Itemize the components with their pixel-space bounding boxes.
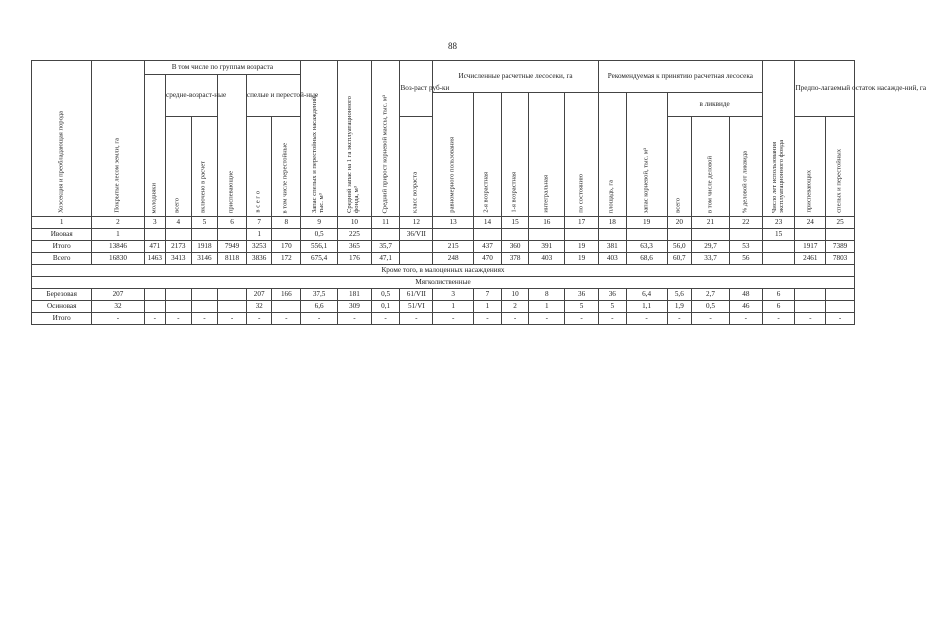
table-cell: - bbox=[272, 313, 301, 325]
header-ripe-overmature-part: в том числе перестойные bbox=[272, 117, 301, 217]
table-cell: 207 bbox=[92, 289, 144, 301]
table-cell: 470 bbox=[474, 253, 502, 265]
section-title: Кроме того, в малоценных насаждениях bbox=[32, 265, 855, 277]
table-cell bbox=[144, 229, 165, 241]
table-cell bbox=[667, 229, 692, 241]
table-cell bbox=[692, 229, 730, 241]
table-cell: 181 bbox=[338, 289, 372, 301]
table-cell: - bbox=[144, 313, 165, 325]
table-cell: 16830 bbox=[92, 253, 144, 265]
table-cell: Березовая bbox=[32, 289, 92, 301]
column-number: 6 bbox=[218, 217, 247, 229]
table-cell: 3253 bbox=[246, 241, 272, 253]
header-avg-growth: Средний прирост корневой массы, тыс. м³ bbox=[371, 61, 400, 217]
table-cell bbox=[272, 229, 301, 241]
table-cell: 2173 bbox=[166, 241, 192, 253]
forest-table bbox=[31, 60, 926, 325]
table-row bbox=[32, 241, 855, 253]
column-number: 5 bbox=[191, 217, 218, 229]
column-number: 7 bbox=[246, 217, 272, 229]
header-root-stock: запас корневой, тыс. м³ bbox=[626, 93, 667, 217]
table-cell: 675,4 bbox=[301, 253, 338, 265]
table-cell: 365 bbox=[338, 241, 372, 253]
table-cell: - bbox=[166, 313, 192, 325]
column-number: 25 bbox=[826, 217, 855, 229]
table-cell: Итого bbox=[32, 313, 92, 325]
header-maturing: приспевающие bbox=[218, 75, 247, 217]
table-cell: 207 bbox=[246, 289, 272, 301]
table-cell: 437 bbox=[474, 241, 502, 253]
column-number: 19 bbox=[626, 217, 667, 229]
table-cell: - bbox=[598, 313, 626, 325]
header-liquid-business: в том числе деловой bbox=[692, 117, 730, 217]
table-cell: 225 bbox=[338, 229, 372, 241]
table-cell bbox=[166, 301, 192, 313]
column-number: 3 bbox=[144, 217, 165, 229]
header-young: молодняки bbox=[144, 75, 165, 217]
column-number: 20 bbox=[667, 217, 692, 229]
table-cell bbox=[474, 229, 502, 241]
table-cell: - bbox=[191, 313, 218, 325]
table-cell bbox=[191, 289, 218, 301]
table-cell bbox=[826, 229, 855, 241]
table-row bbox=[32, 313, 855, 325]
header-forest-area: Покрытые лесом земли, га bbox=[92, 61, 144, 217]
page-number: 88 bbox=[448, 41, 457, 51]
column-number: 17 bbox=[565, 217, 599, 229]
table-cell: 1 bbox=[474, 301, 502, 313]
table-cell: 1917 bbox=[795, 241, 826, 253]
table-cell: 1 bbox=[529, 301, 565, 313]
table-cell bbox=[191, 229, 218, 241]
table-cell bbox=[826, 301, 855, 313]
column-number: 21 bbox=[692, 217, 730, 229]
table-cell: - bbox=[371, 313, 400, 325]
column-numbers bbox=[32, 217, 855, 229]
table-cell: 1 bbox=[92, 229, 144, 241]
table-cell bbox=[218, 301, 247, 313]
table-cell bbox=[762, 253, 795, 265]
table-cell bbox=[272, 301, 301, 313]
table-cell: 35,7 bbox=[371, 241, 400, 253]
table-cell bbox=[565, 229, 599, 241]
table-cell: - bbox=[474, 313, 502, 325]
header-remain-ripe: спелых и перестойных bbox=[826, 117, 855, 217]
table-cell: 3836 bbox=[246, 253, 272, 265]
table-cell bbox=[400, 253, 433, 265]
column-number: 13 bbox=[433, 217, 474, 229]
table-cell: 6,6 bbox=[301, 301, 338, 313]
section-subtitle: Мягколиственные bbox=[32, 277, 855, 289]
table-cell: - bbox=[301, 313, 338, 325]
header-business-percent: % деловой от ликвида bbox=[729, 117, 762, 217]
table-cell bbox=[166, 289, 192, 301]
table-cell bbox=[795, 229, 826, 241]
column-number-row bbox=[32, 217, 855, 229]
header-integral: интегральная bbox=[529, 93, 565, 217]
table-cell: - bbox=[667, 313, 692, 325]
table-cell bbox=[795, 289, 826, 301]
table-cell: 61/VII bbox=[400, 289, 433, 301]
table-cell: 53 bbox=[729, 241, 762, 253]
table-cell: 5 bbox=[565, 301, 599, 313]
column-number: 2 bbox=[92, 217, 144, 229]
header-calculated-cuts: Исчисленные расчетные лесосеки, га bbox=[433, 61, 599, 93]
header-first-age: 1-я возрастная bbox=[501, 93, 529, 217]
table-cell: 63,3 bbox=[626, 241, 667, 253]
table-cell: 170 bbox=[272, 241, 301, 253]
table-row bbox=[32, 301, 855, 313]
header-second-age: 2-я возрастная bbox=[474, 93, 502, 217]
table-cell: 172 bbox=[272, 253, 301, 265]
table-cell: 7 bbox=[474, 289, 502, 301]
table-cell bbox=[218, 229, 247, 241]
table-cell: 0,5 bbox=[371, 289, 400, 301]
table-cell: 3413 bbox=[166, 253, 192, 265]
header-rec-area: площадь, га bbox=[598, 93, 626, 217]
column-number: 23 bbox=[762, 217, 795, 229]
header-ripe-stock: Запас спелых и перестойных насаждений, тыс. м³ bbox=[301, 61, 338, 217]
table-cell: - bbox=[529, 313, 565, 325]
table-cell bbox=[729, 229, 762, 241]
table-cell: 51/VI bbox=[400, 301, 433, 313]
column-number: 14 bbox=[474, 217, 502, 229]
table-cell: 8118 bbox=[218, 253, 247, 265]
table-cell bbox=[400, 241, 433, 253]
table-cell: - bbox=[501, 313, 529, 325]
table-cell: 6 bbox=[762, 301, 795, 313]
table-cell bbox=[501, 229, 529, 241]
table-cell: 68,6 bbox=[626, 253, 667, 265]
table-cell: - bbox=[400, 313, 433, 325]
header-mid-included: включено в расчет bbox=[191, 117, 218, 217]
table-cell: 37,5 bbox=[301, 289, 338, 301]
table-cell: 1,1 bbox=[626, 301, 667, 313]
column-number: 9 bbox=[301, 217, 338, 229]
table-cell: 403 bbox=[598, 253, 626, 265]
header-even-use: равномерного пользования bbox=[433, 93, 474, 217]
table-cell bbox=[144, 301, 165, 313]
table-cell bbox=[795, 301, 826, 313]
table-cell: 48 bbox=[729, 289, 762, 301]
table-cell: - bbox=[92, 313, 144, 325]
table-cell: 33,7 bbox=[692, 253, 730, 265]
table-cell: 47,1 bbox=[371, 253, 400, 265]
table-cell: 1,9 bbox=[667, 301, 692, 313]
table-row bbox=[32, 253, 855, 265]
column-number: 11 bbox=[371, 217, 400, 229]
section-header bbox=[32, 265, 855, 289]
table-cell: 32 bbox=[246, 301, 272, 313]
table-row bbox=[32, 289, 855, 301]
table-cell: - bbox=[826, 313, 855, 325]
table-cell: 176 bbox=[338, 253, 372, 265]
table-cell: - bbox=[692, 313, 730, 325]
table-cell: - bbox=[795, 313, 826, 325]
column-number: 8 bbox=[272, 217, 301, 229]
column-number: 18 bbox=[598, 217, 626, 229]
table-cell: Всего bbox=[32, 253, 92, 265]
header-mid-total: всего bbox=[166, 117, 192, 217]
table-cell: 56,0 bbox=[667, 241, 692, 253]
table-cell: 36 bbox=[598, 289, 626, 301]
table-cell bbox=[218, 289, 247, 301]
table-cell: 1 bbox=[433, 301, 474, 313]
column-number: 10 bbox=[338, 217, 372, 229]
table-cell: 0,5 bbox=[692, 301, 730, 313]
table-body-main bbox=[32, 229, 855, 265]
table-cell: 36/VII bbox=[400, 229, 433, 241]
table-cell: 2 bbox=[501, 301, 529, 313]
table-cell bbox=[826, 289, 855, 301]
table-cell: - bbox=[729, 313, 762, 325]
table-cell: 215 bbox=[433, 241, 474, 253]
header-liquid: в ликвиде bbox=[667, 93, 762, 117]
table-cell: Осиновая bbox=[32, 301, 92, 313]
column-number: 16 bbox=[529, 217, 565, 229]
column-number: 15 bbox=[501, 217, 529, 229]
table-cell: - bbox=[626, 313, 667, 325]
header-age-class: класс возраста bbox=[400, 117, 433, 217]
table-cell: 381 bbox=[598, 241, 626, 253]
table-cell: 6,4 bbox=[626, 289, 667, 301]
column-number: 12 bbox=[400, 217, 433, 229]
table-cell: - bbox=[433, 313, 474, 325]
table-cell: 378 bbox=[501, 253, 529, 265]
table-cell: 1918 bbox=[191, 241, 218, 253]
table-cell: 309 bbox=[338, 301, 372, 313]
table-cell bbox=[166, 229, 192, 241]
table-cell: 1 bbox=[246, 229, 272, 241]
table-cell: 19 bbox=[565, 241, 599, 253]
table-cell: 7949 bbox=[218, 241, 247, 253]
table-cell bbox=[433, 229, 474, 241]
header-years-use: Число лет использования эксплуатационного фонда bbox=[762, 61, 795, 217]
table-cell: 556,1 bbox=[301, 241, 338, 253]
table-cell: 248 bbox=[433, 253, 474, 265]
header-species: Хозсекция и преобладающая порода bbox=[32, 61, 92, 217]
table-cell: 471 bbox=[144, 241, 165, 253]
header-ripe-overmature: спелые и перестой-ные bbox=[246, 75, 300, 117]
header-age-groups: В том числе по группам возраста bbox=[144, 61, 301, 75]
column-number: 24 bbox=[795, 217, 826, 229]
table-cell: 60,7 bbox=[667, 253, 692, 265]
header-avg-stock: Средний запас на 1 га эксплуатационного фонда, м³ bbox=[338, 61, 372, 217]
header-cutting-age: Воз-раст руб-ки bbox=[400, 61, 433, 117]
header-remain-maturing: приспевающих bbox=[795, 117, 826, 217]
table-row bbox=[32, 229, 855, 241]
table-cell: - bbox=[338, 313, 372, 325]
header-by-condition: по состоянию bbox=[565, 93, 599, 217]
table-cell: Итого bbox=[32, 241, 92, 253]
table-cell: 0,5 bbox=[301, 229, 338, 241]
header-remaining-stands: Предпо-лагаемый остаток насажде-ний, га bbox=[795, 61, 855, 117]
table-cell: 7803 bbox=[826, 253, 855, 265]
table-cell bbox=[762, 241, 795, 253]
table-cell bbox=[529, 229, 565, 241]
column-number: 1 bbox=[32, 217, 92, 229]
table-cell: 1463 bbox=[144, 253, 165, 265]
table-cell: 2461 bbox=[795, 253, 826, 265]
table-cell: 5,6 bbox=[667, 289, 692, 301]
table-cell: 15 bbox=[762, 229, 795, 241]
header-ripe-total: в с е г о bbox=[246, 117, 272, 217]
table-cell: - bbox=[218, 313, 247, 325]
table-cell bbox=[371, 229, 400, 241]
header-liquid-total: всего bbox=[667, 117, 692, 217]
table-cell: 7389 bbox=[826, 241, 855, 253]
table-cell bbox=[191, 301, 218, 313]
table-cell: 8 bbox=[529, 289, 565, 301]
table-cell: 32 bbox=[92, 301, 144, 313]
column-number: 4 bbox=[166, 217, 192, 229]
table-body-low-value bbox=[32, 289, 855, 325]
table-cell: 46 bbox=[729, 301, 762, 313]
table-cell: 391 bbox=[529, 241, 565, 253]
table-cell: 36 bbox=[565, 289, 599, 301]
table-cell: 56 bbox=[729, 253, 762, 265]
table-cell: - bbox=[762, 313, 795, 325]
table-cell: 2,7 bbox=[692, 289, 730, 301]
table-cell: Ивовая bbox=[32, 229, 92, 241]
table-cell bbox=[598, 229, 626, 241]
header-recommended-cut: Рекомендуемая к принятию расчетная лесосека bbox=[598, 61, 762, 93]
table-cell: 3 bbox=[433, 289, 474, 301]
table-cell: 19 bbox=[565, 253, 599, 265]
column-number: 22 bbox=[729, 217, 762, 229]
table-cell: - bbox=[246, 313, 272, 325]
table-cell: 29,7 bbox=[692, 241, 730, 253]
table-cell: 360 bbox=[501, 241, 529, 253]
table-cell: 10 bbox=[501, 289, 529, 301]
table-cell bbox=[626, 229, 667, 241]
header-middle-aged: средне-возраст-ные bbox=[166, 75, 218, 117]
table-cell: 0,1 bbox=[371, 301, 400, 313]
table-cell: 6 bbox=[762, 289, 795, 301]
table-cell: - bbox=[565, 313, 599, 325]
table-cell: 166 bbox=[272, 289, 301, 301]
table-cell: 13846 bbox=[92, 241, 144, 253]
table-cell: 403 bbox=[529, 253, 565, 265]
table-cell: 5 bbox=[598, 301, 626, 313]
table-cell: 3146 bbox=[191, 253, 218, 265]
table-cell bbox=[144, 289, 165, 301]
